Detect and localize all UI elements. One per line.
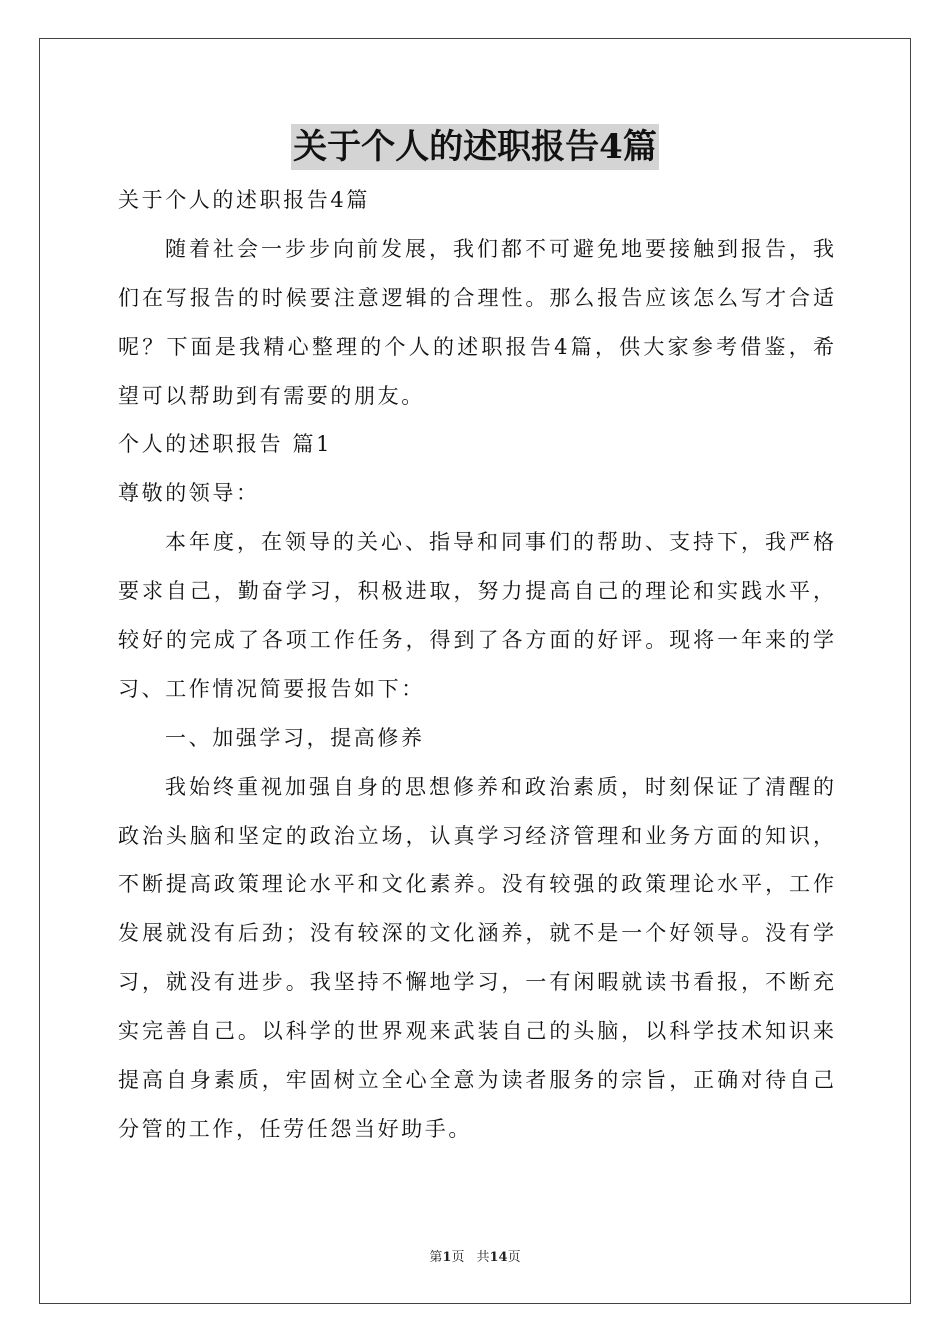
text-line: 不断提高政策理论水平和文化素养。没有较强的政策理论水平，工作 [118, 872, 834, 897]
text-line: 实完善自己。以科学的世界观来武装自己的头脑，以科学技术知识来 [118, 1019, 834, 1044]
text-line: 发展就没有后劲；没有较深的文化涵养，就不是一个好领导。没有学 [118, 921, 834, 946]
text-line: 分管的工作，任劳任怨当好助手。 [118, 1116, 472, 1141]
text-line: 们在写报告的时候要注意逻辑的合理性。那么报告应该怎么写才合适 [118, 285, 834, 310]
text-line: 随着社会一步步向前发展，我们都不可避免地要接触到报告，我 [165, 236, 834, 261]
document-title: 关于个人的述职报告4篇 [291, 124, 659, 170]
text-line: 习，就没有进步。我坚持不懈地学习，一有闲暇就读书看报，不断充 [118, 970, 834, 995]
footer-page-number: 1 [442, 1250, 452, 1265]
text-line: 我始终重视加强自身的思想修养和政治素质，时刻保证了清醒的 [165, 774, 834, 799]
page-footer [0, 1246, 950, 1265]
footer-page-suffix: 页 [451, 1250, 465, 1265]
text-line: 较好的完成了各项工作任务，得到了各方面的好评。现将一年来的学 [118, 628, 834, 653]
text-line: 个人的述职报告 篇1 [118, 432, 333, 457]
text-line: 政治头脑和坚定的政治立场，认真学习经济管理和业务方面的知识， [118, 823, 834, 848]
footer-page-prefix: 第 [429, 1250, 443, 1265]
footer-total-prefix: 共 [476, 1250, 490, 1265]
text-line: 呢？下面是我精心整理的个人的述职报告4篇，供大家参考借鉴，希 [118, 334, 834, 359]
text-line: 望可以帮助到有需要的朋友。 [118, 383, 425, 408]
title-container [0, 124, 950, 170]
text-line: 习、工作情况简要报告如下： [118, 676, 425, 701]
text-line: 尊敬的领导： [118, 481, 260, 506]
text-line: 提高自身素质，牢固树立全心全意为读者服务的宗旨，正确对待自己 [118, 1068, 834, 1093]
text-line: 本年度，在领导的关心、指导和同事们的帮助、支持下，我严格 [165, 530, 834, 555]
footer-total-suffix: 页 [507, 1250, 521, 1265]
document-body [118, 176, 834, 1154]
text-line: 一、加强学习，提高修养 [165, 725, 425, 750]
footer-total-pages: 14 [489, 1250, 508, 1265]
text-line: 要求自己，勤奋学习，积极进取，努力提高自己的理论和实践水平， [118, 579, 834, 604]
text-line: 关于个人的述职报告4篇 [118, 188, 370, 212]
